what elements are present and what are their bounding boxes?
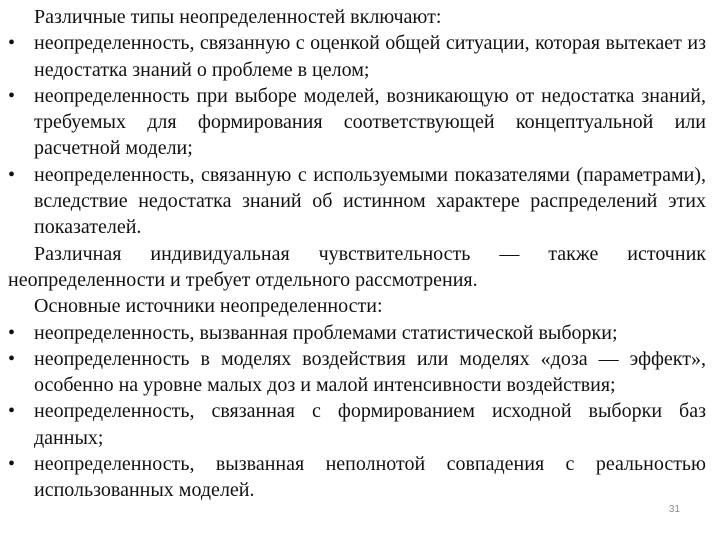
section1-intro: Различные типы неопределенностей включают: [34, 6, 442, 28]
list-item [8, 83, 706, 162]
list-item-text: неопределенность, связанную с используемыми показателями (параметрами), вследствие недостатка знаний об истинном характере распределений этих показателей. [34, 163, 706, 239]
list-item-text: неопределенность, вызванная проблемами статистической выборки; [34, 321, 618, 344]
bullet-icon: • [8, 347, 16, 370]
section1-list [8, 30, 706, 240]
list-item [8, 320, 706, 346]
list-item [8, 346, 706, 399]
section2-list [8, 320, 706, 504]
bullet-icon: • [8, 453, 16, 476]
list-item [8, 30, 706, 83]
bullet-icon: • [8, 163, 16, 186]
list-item-text: неопределенность, связанную с оценкой общей ситуации, которая вытекает из недостатка знаний о проблеме в целом; [34, 32, 706, 81]
list-item-text: неопределенность, вызванная неполнотой совпадения с реальностью использованных моделей. [34, 453, 706, 502]
page-number: 31 [668, 504, 680, 515]
list-item [8, 451, 706, 504]
list-item [8, 398, 706, 451]
bullet-icon: • [8, 32, 16, 55]
list-item [8, 162, 706, 241]
bullet-icon: • [8, 84, 16, 107]
sensitivity-paragraph: Различная индивидуальная чувствительность — также источник неопределенности и требует отдельного рассмотрения. [8, 242, 706, 291]
bullet-icon: • [8, 400, 16, 423]
list-item-text: неопределенность при выборе моделей, возникающую от недостатка знаний, требуемых для формирования соответствующей концептуальной или расчетной модели; [34, 84, 706, 160]
list-item-text: неопределенность, связанная с формированием исходной выборки баз данных; [34, 400, 706, 449]
list-item-text: неопределенность в моделях воздействия или моделях «доза — эффект», особенно на уровне малых доз и малой интенсивности воздействия; [34, 347, 706, 397]
section2-intro: Основные источники неопределенности: [34, 295, 383, 318]
bullet-icon: • [8, 321, 16, 344]
